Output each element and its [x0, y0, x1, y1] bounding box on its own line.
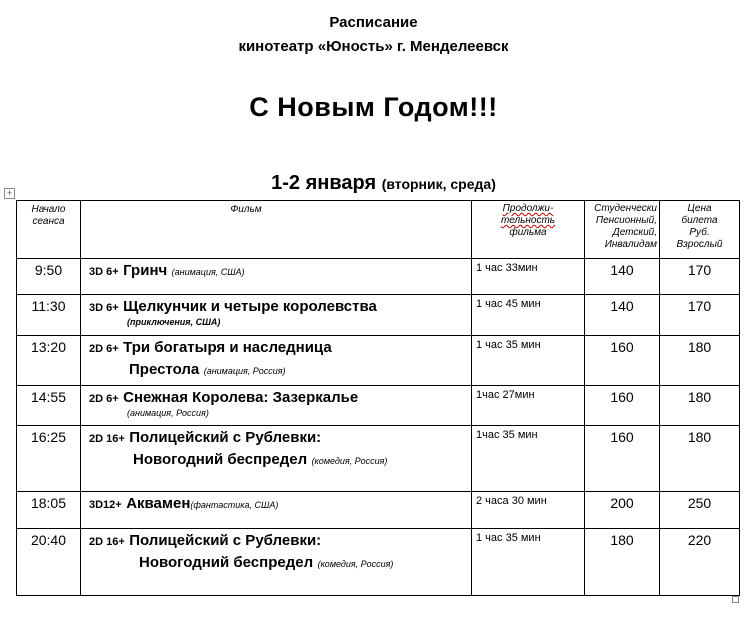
- new-year-greeting: С Новым Годом!!!: [249, 92, 498, 122]
- table-header-row: [17, 201, 740, 259]
- col-header-time: Начало сеанса: [17, 201, 81, 259]
- student-price: 140: [585, 259, 660, 295]
- student-price: 200: [585, 492, 660, 529]
- col-header-student-price: Студенчески Пенсионный, Детский, Инвалидам: [585, 201, 660, 259]
- col-header-duration: Продолжи- тельность фильма: [472, 201, 585, 259]
- film-duration: 1час 35 мин: [472, 426, 585, 492]
- table-row: [17, 386, 740, 426]
- film-genre: (комедия, Россия): [317, 559, 394, 569]
- session-time: 18:05: [17, 492, 81, 529]
- film-title: Аквамен: [126, 495, 191, 512]
- schedule-heading: Расписание: [329, 14, 418, 31]
- student-price: 180: [585, 529, 660, 596]
- film-title: Три богатыря и наследница: [123, 339, 332, 356]
- table-row: [17, 295, 740, 336]
- film-title: Щелкунчик и четыре королевства: [123, 298, 377, 315]
- film-format: 3D12+: [89, 499, 122, 511]
- film-format: 3D 6+: [89, 302, 119, 314]
- student-price: 160: [585, 426, 660, 492]
- film-cell: [81, 492, 472, 529]
- film-format: 3D 6+: [89, 266, 119, 278]
- film-format: 2D 16+: [89, 536, 125, 548]
- table-row: [17, 259, 740, 295]
- session-time: 14:55: [17, 386, 81, 426]
- weekdays: (вторник, среда): [381, 176, 496, 192]
- film-cell: [81, 386, 472, 426]
- session-time: 16:25: [17, 426, 81, 492]
- col-header-adult-price: Цена билета Руб. Взрослый: [660, 201, 740, 259]
- film-genre: (комедия, Россия): [311, 456, 388, 466]
- film-title: Снежная Королева: Зазеркалье: [123, 389, 359, 406]
- film-cell: [81, 529, 472, 596]
- student-price: 160: [585, 386, 660, 426]
- film-duration: 1 час 33мин: [472, 259, 585, 295]
- table-row: [17, 426, 740, 492]
- session-time: 13:20: [17, 336, 81, 386]
- film-format: 2D 6+: [89, 343, 119, 355]
- film-duration: 1 час 45 мин: [472, 295, 585, 336]
- adult-price: 180: [660, 386, 740, 426]
- cinema-name: кинотеатр «Юность» г. Менделеевск: [238, 38, 509, 55]
- film-title-continued: Новогодний беспредел: [139, 554, 314, 571]
- date-line: [10, 172, 747, 195]
- adult-price: 180: [660, 426, 740, 492]
- film-format: 2D 6+: [89, 393, 119, 405]
- table-resize-handle[interactable]: [732, 596, 739, 603]
- table-move-handle-icon[interactable]: +: [4, 188, 15, 199]
- film-cell: [81, 426, 472, 492]
- film-duration: 2 часа 30 мин: [472, 492, 585, 529]
- film-title: Полицейский с Рублевки:: [129, 532, 322, 549]
- date-value: 1-2 января: [271, 172, 377, 194]
- film-genre: (анимация, Россия): [203, 366, 286, 376]
- adult-price: 170: [660, 259, 740, 295]
- session-time: 20:40: [17, 529, 81, 596]
- film-duration: 1 час 35 мин: [472, 529, 585, 596]
- film-cell: [81, 336, 472, 386]
- session-time: 11:30: [17, 295, 81, 336]
- film-genre: (анимация, Россия): [127, 408, 209, 418]
- film-format: 2D 16+: [89, 433, 125, 445]
- film-title-continued: Новогодний беспредел: [133, 451, 308, 468]
- table-row: [17, 492, 740, 529]
- adult-price: 220: [660, 529, 740, 596]
- session-time: 9:50: [17, 259, 81, 295]
- film-duration: 1час 27мин: [472, 386, 585, 426]
- film-title-continued: Престола: [129, 361, 200, 378]
- film-title: Полицейский с Рублевки:: [129, 429, 322, 446]
- film-genre: (фантастика, США): [190, 500, 279, 510]
- student-price: 160: [585, 336, 660, 386]
- student-price: 140: [585, 295, 660, 336]
- adult-price: 250: [660, 492, 740, 529]
- film-cell: [81, 295, 472, 336]
- table-row: [17, 529, 740, 596]
- adult-price: 170: [660, 295, 740, 336]
- schedule-table: [16, 200, 740, 596]
- film-title: Гринч: [123, 262, 168, 279]
- film-duration: 1 час 35 мин: [472, 336, 585, 386]
- film-genre: (приключения, США): [127, 317, 221, 327]
- table-row: [17, 336, 740, 386]
- film-genre: (анимация, США): [171, 267, 245, 277]
- adult-price: 180: [660, 336, 740, 386]
- film-cell: [81, 259, 472, 295]
- col-header-film: Фильм: [81, 201, 472, 259]
